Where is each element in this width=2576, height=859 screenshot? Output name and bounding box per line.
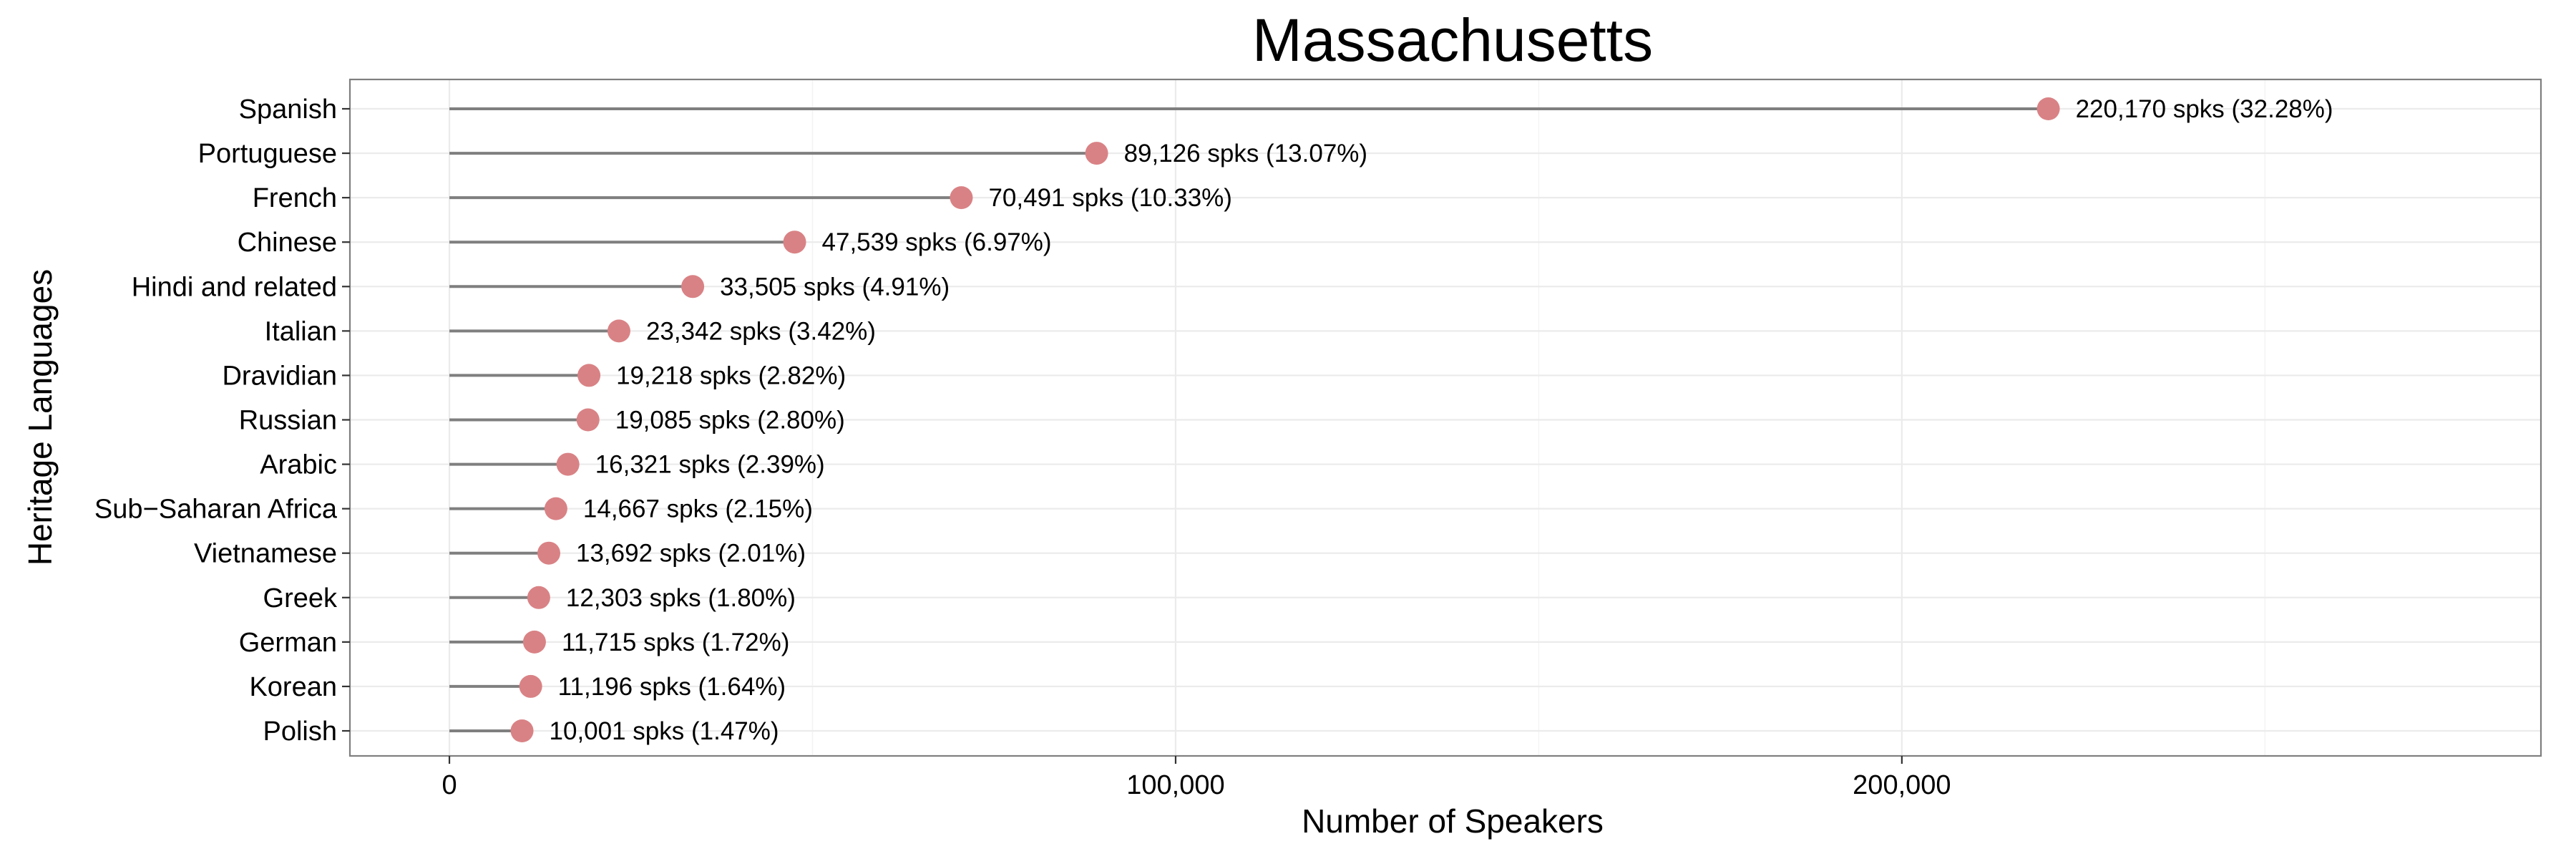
lollipop-point bbox=[557, 453, 580, 476]
y-tick-label: Chinese bbox=[237, 228, 337, 258]
data-label: 12,303 spks (1.80%) bbox=[565, 583, 796, 612]
y-tick-label: Vietnamese bbox=[194, 538, 337, 569]
y-tick-label: Portuguese bbox=[197, 139, 337, 170]
y-tick-label: Hindi and related bbox=[131, 272, 337, 303]
lollipop-point bbox=[537, 542, 560, 565]
lollipop-point bbox=[577, 409, 600, 432]
lollipop-point bbox=[511, 719, 534, 742]
data-label: 220,170 spks (32.28%) bbox=[2075, 95, 2333, 123]
y-tick-label: Arabic bbox=[260, 450, 337, 480]
lollipop-point bbox=[527, 586, 550, 609]
lollipop-point bbox=[1085, 142, 1108, 165]
data-label: 19,218 spks (2.82%) bbox=[616, 361, 847, 390]
lollipop-point bbox=[577, 364, 600, 387]
data-label: 13,692 spks (2.01%) bbox=[576, 539, 806, 568]
y-tick-label: Polish bbox=[263, 717, 337, 747]
lollipop-point bbox=[2037, 97, 2060, 120]
data-label: 70,491 spks (10.33%) bbox=[988, 184, 1232, 213]
data-label: 14,667 spks (2.15%) bbox=[582, 495, 813, 523]
y-tick-label: Spanish bbox=[238, 94, 337, 125]
lollipop-point bbox=[681, 275, 704, 298]
x-tick-label: 100,000 bbox=[1126, 770, 1225, 800]
lollipop-point bbox=[523, 631, 546, 654]
y-tick-label: Sub−Saharan Africa bbox=[94, 494, 337, 525]
data-label: 11,196 spks (1.64%) bbox=[557, 672, 786, 701]
y-tick-label: Greek bbox=[263, 583, 337, 613]
lollipop-point bbox=[608, 319, 630, 342]
y-tick-label: Dravidian bbox=[222, 361, 337, 392]
data-label: 89,126 spks (13.07%) bbox=[1123, 140, 1368, 168]
x-axis bbox=[441, 756, 1951, 800]
data-label: 33,505 spks (4.91%) bbox=[720, 273, 950, 301]
y-tick-label: Russian bbox=[238, 405, 337, 436]
data-label: 16,321 spks (2.39%) bbox=[595, 450, 825, 479]
y-tick-label: Italian bbox=[264, 316, 337, 347]
y-tick-label: Korean bbox=[249, 671, 337, 702]
x-axis-title: Number of Speakers bbox=[1302, 802, 1604, 840]
y-axis-title: Heritage Languages bbox=[21, 268, 59, 566]
y-tick-label: German bbox=[238, 627, 337, 658]
lollipop-point bbox=[545, 498, 567, 520]
y-axis bbox=[94, 94, 350, 747]
data-label: 47,539 spks (6.97%) bbox=[821, 228, 1052, 257]
data-label: 10,001 spks (1.47%) bbox=[549, 717, 779, 745]
lollipop-point bbox=[950, 186, 972, 209]
x-tick-label: 0 bbox=[441, 770, 457, 800]
data-label: 23,342 spks (3.42%) bbox=[645, 317, 876, 346]
data-label: 11,715 spks (1.72%) bbox=[561, 628, 790, 656]
x-tick-label: 200,000 bbox=[1853, 770, 1951, 800]
y-tick-label: French bbox=[252, 183, 337, 214]
lollipop-point bbox=[784, 230, 806, 253]
data-label: 19,085 spks (2.80%) bbox=[615, 406, 845, 435]
lollipop-point bbox=[519, 675, 542, 698]
chart-title: Massachusetts bbox=[1252, 6, 1654, 74]
